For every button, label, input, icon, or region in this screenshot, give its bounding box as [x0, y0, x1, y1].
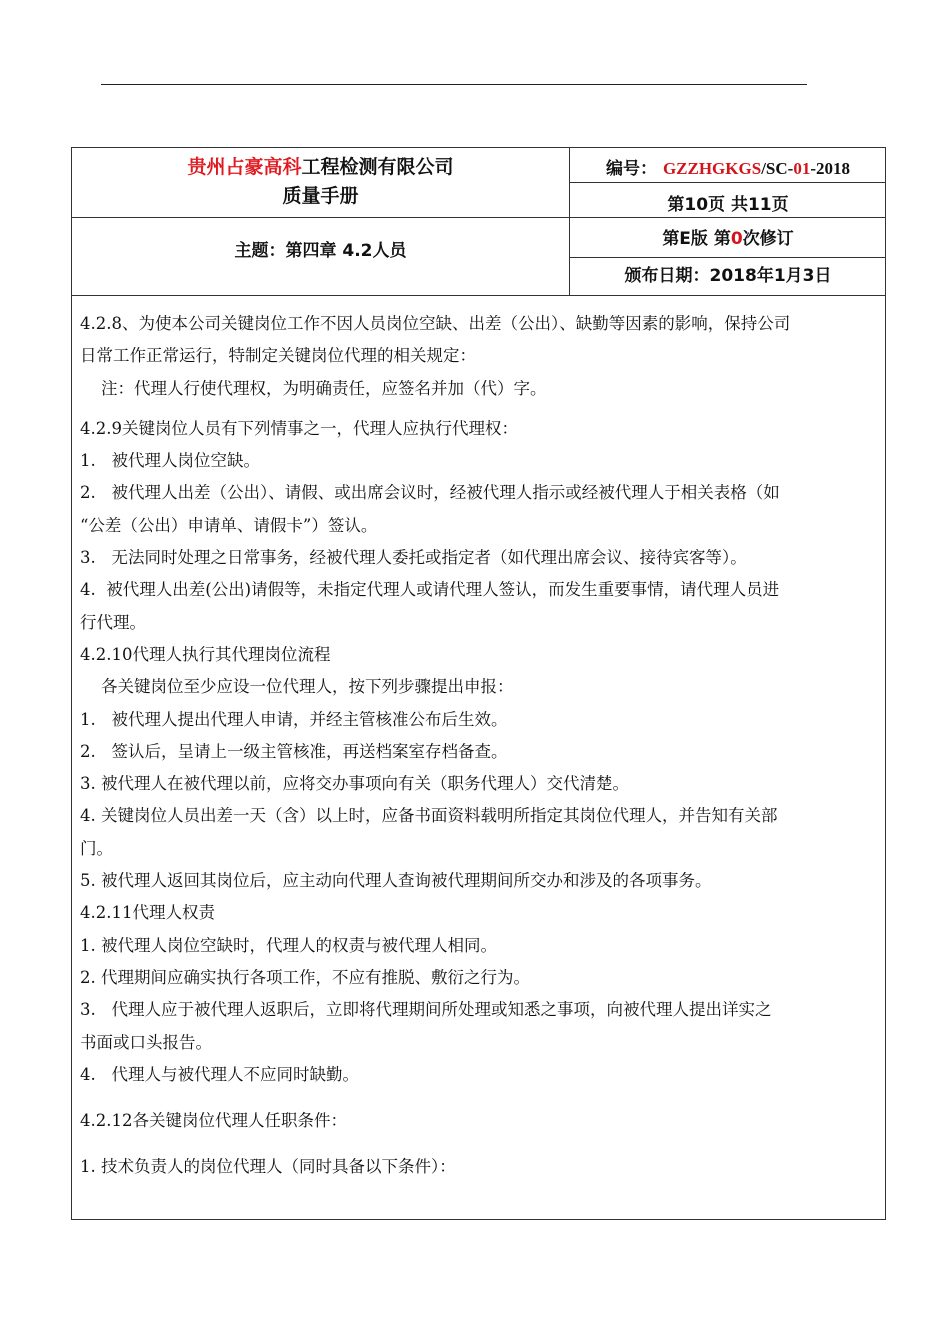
content-line: 注：代理人行使代理权，为明确责任，应签名并加（代）字。 — [80, 378, 547, 398]
right-row-divider-2 — [569, 257, 885, 258]
content-line: 1. 被代理人提出代理人申请，并经主管核准公布后生效。 — [80, 709, 508, 729]
content-line: 4.2.12各关键岗位代理人任职条件： — [80, 1111, 347, 1131]
content-line: 4. 关键岗位人员出差一天（含）以上时，应备书面资料载明所指定其岗位代理人，并告知有关部 — [80, 806, 778, 826]
company-name-rest: 工程检测有限公司 — [301, 156, 454, 178]
content-line: 4. 代理人与被代理人不应同时缺勤。 — [80, 1064, 359, 1084]
content-line: 3. 被代理人在被代理以前，应将交办事项向有关（职务代理人）交代清楚。 — [80, 774, 629, 794]
content-line: 4.2.8、为使本公司关键岗位工作不因人员岗位空缺、出差（公出）、缺勤等因素的影响，保持公司 — [80, 314, 791, 333]
code-value — [663, 159, 850, 178]
issue-date: 颁布日期：2018年1月3日 — [624, 266, 832, 286]
body-content — [80, 308, 880, 1184]
content-line: 4. 被代理人出差(公出)请假等，未指定代理人或请代理人签认，而发生重要事情，请代理人员进 — [80, 580, 780, 600]
code-num: 01 — [793, 159, 811, 178]
document-code — [569, 154, 887, 179]
company-name-red: 贵州占豪高科 — [187, 156, 302, 178]
version-info — [569, 224, 887, 249]
code-label: 编号： — [606, 159, 658, 179]
content-line: 门。 — [80, 838, 113, 858]
content-line: 3. 代理人应于被代理人返职后，立即将代理期间所处理或知悉之事项，向被代理人提出详实之 — [80, 1000, 772, 1020]
content-line: 各关键岗位至少应设一位代理人，按下列步骤提出申报： — [80, 677, 514, 697]
content-line: 4.2.9关键岗位人员有下列情事之一，代理人应执行代理权： — [80, 418, 518, 438]
content-line: 书面或口头报告。 — [80, 1032, 212, 1052]
right-row-divider-1 — [569, 182, 885, 183]
content-line: “公差（公出）申请单、请假卡”）签认。 — [80, 515, 378, 535]
content-line: 2. 被代理人出差（公出）、请假、或出席会议时，经被代理人指示或经被代理人于相关表格（如 — [80, 483, 780, 503]
code-prefix: GZZHGKGS — [662, 159, 762, 178]
content-line: 行代理。 — [80, 612, 146, 632]
code-year: -2018 — [810, 159, 850, 178]
manual-title: 质量手册 — [282, 185, 359, 207]
code-sep: /SC- — [761, 159, 794, 178]
content-line: 1. 技术负责人的岗位代理人（同时具备以下条件）： — [80, 1157, 456, 1177]
version-post: 次修订 — [742, 229, 794, 249]
content-line: 日常工作正常运行，特制定关键岗位代理的相关规定： — [80, 346, 476, 366]
version-pre: 第E版 第 — [662, 229, 731, 249]
page-info: 第10页 共11页 — [667, 195, 789, 215]
version-num: 0 — [730, 229, 743, 249]
subject: 主题：第四章 4.2人员 — [234, 241, 407, 261]
content-line: 2. 签认后，呈请上一级主管核准，再送档案室存档备查。 — [80, 741, 508, 761]
content-line: 3. 无法同时处理之日常事务，经被代理人委托或指定者（如代理出席会议、接待宾客等）。 — [80, 548, 747, 568]
content-line: 5. 被代理人返回其岗位后，应主动向代理人查询被代理期间所交办和涉及的各项事务。 — [80, 871, 712, 891]
content-line: 2. 代理期间应确实执行各项工作，不应有推脱、敷衍之行为。 — [80, 967, 530, 987]
company-name — [72, 152, 569, 179]
content-line: 4.2.11代理人权责 — [80, 903, 215, 923]
content-line: 1. 被代理人岗位空缺。 — [80, 451, 260, 471]
content-line: 4.2.10代理人执行其代理岗位流程 — [80, 644, 331, 664]
content-line: 1. 被代理人岗位空缺时，代理人的权责与被代理人相同。 — [80, 935, 497, 955]
header-rule — [101, 84, 807, 85]
